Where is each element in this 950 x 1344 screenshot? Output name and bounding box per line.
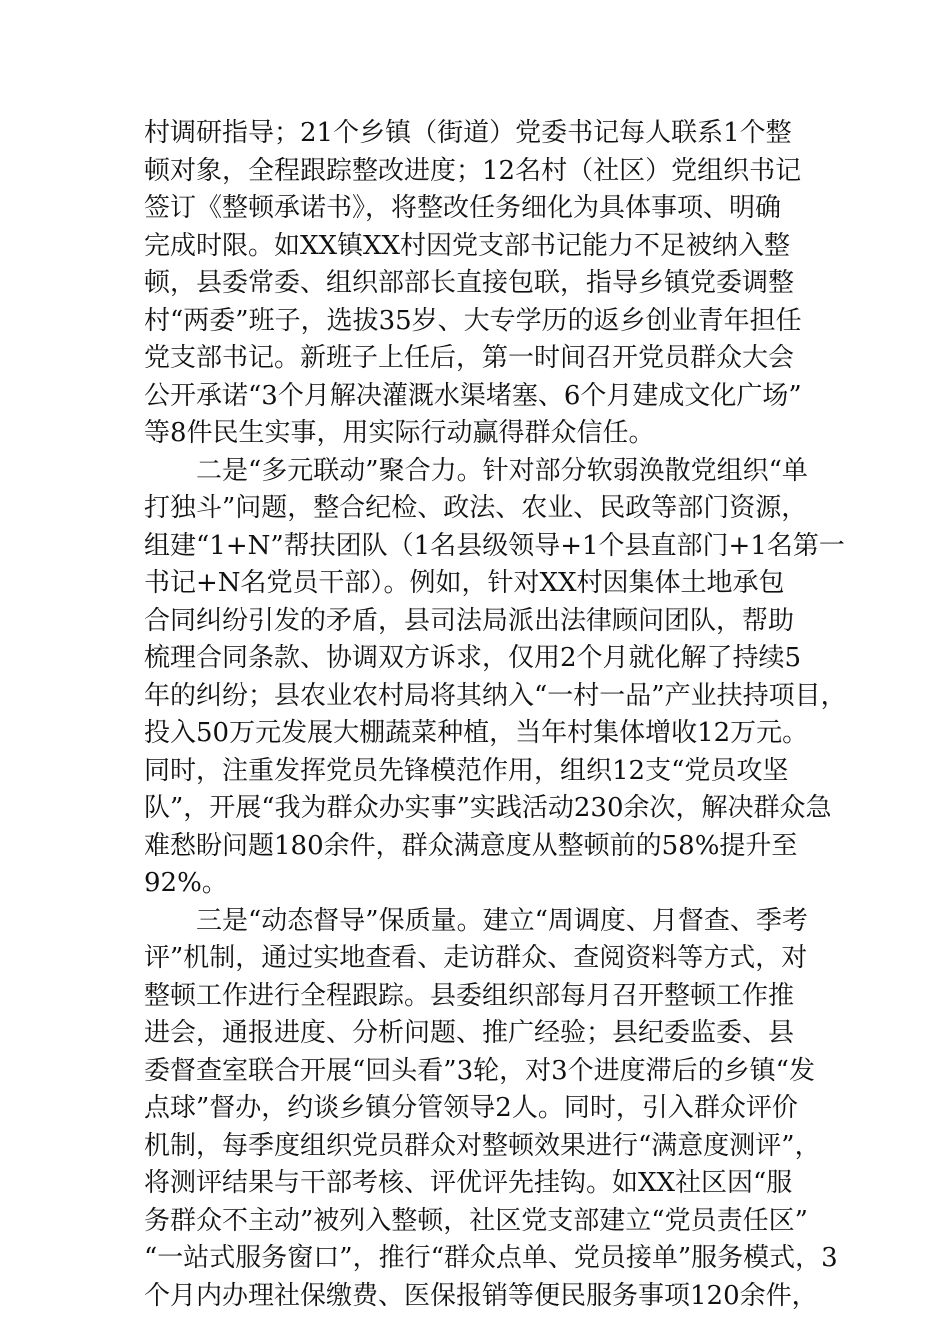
text-line: 签订《整顿承诺书》，将整改任务细化为具体事项、明确: [144, 193, 782, 223]
text-line: 整顿工作进行全程跟踪。县委组织部每月召开整顿工作推: [144, 980, 795, 1011]
text-line: 梳理合同条款、协调双方诉求，仅用2个月就化解了持续5: [144, 643, 802, 673]
text-line: 个月内办理社保缴费、医保报销等便民服务事项120余件，: [144, 1280, 818, 1311]
text-line: 点球”督办，约谈乡镇分管领导2人。同时，引入群众评价: [144, 1093, 798, 1123]
text-line: 务群众不主动”被列入整顿，社区党支部建立“党员责任区”: [144, 1205, 808, 1236]
text-line: 公开承诺“3个月解决灌溉水渠堵塞、6个月建成文化广场”: [144, 380, 802, 411]
document-body: [144, 115, 847, 1315]
text-line: 打独斗”问题，整合纪检、政法、农业、民政等部门资源，: [144, 493, 808, 523]
text-line: 村“两委”班子，选拔35岁、大专学历的返乡创业青年担任: [144, 305, 802, 336]
text-line: “一站式服务窗口”，推行“群众点单、党员接单”服务模式，3: [144, 1243, 838, 1273]
paragraph-start-line: 三是“动态督导”保质量。建立“周调度、月督查、季考: [196, 905, 808, 936]
text-line: 进会，通报进度、分析问题、推广经验；县纪委监委、县: [144, 1018, 795, 1048]
text-line: 组建“1+N”帮扶团队（1名县级领导+1个县直部门+1名第一: [144, 530, 845, 561]
paragraph-start-line: 二是“多元联动”聚合力。针对部分软弱涣散党组织“单: [196, 455, 808, 486]
text-line: 委督查室联合开展“回头看”3轮，对3个进度滞后的乡镇“发: [144, 1055, 815, 1086]
text-line: 等8件民生实事，用实际行动赢得群众信任。: [144, 418, 655, 448]
text-line: 村调研指导；21个乡镇（街道）党委书记每人联系1个整: [144, 118, 792, 148]
text-line: 92%。: [144, 868, 228, 898]
text-line: 顿对象，全程跟踪整改进度；12名村（社区）党组织书记: [144, 155, 802, 186]
text-line: 同时，注重发挥党员先锋模范作用，组织12支“党员攻坚: [144, 755, 789, 786]
text-line: 合同纠纷引发的矛盾，县司法局派出法律顾问团队，帮助: [144, 605, 795, 636]
text-line: 完成时限。如XX镇XX村因党支部书记能力不足被纳入整: [144, 230, 791, 261]
text-line: 书记+N名党员干部）。例如，针对XX村因集体土地承包: [144, 568, 785, 598]
text-line: 队”，开展“我为群众办实事”实践活动230余次，解决群众急: [144, 793, 832, 823]
text-line: 机制，每季度组织党员群众对整顿效果进行“满意度测评”，: [144, 1130, 821, 1161]
text-line: 年的纠纷；县农业农村局将其纳入“一村一品”产业扶持项目，: [144, 680, 847, 711]
text-line: 党支部书记。新班子上任后，第一时间召开党员群众大会: [144, 343, 795, 373]
text-line: 顿，县委常委、组织部部长直接包联，指导乡镇党委调整: [144, 268, 795, 298]
text-line: 难愁盼问题180余件，群众满意度从整顿前的58%提升至: [144, 830, 798, 861]
text-line: 将测评结果与干部考核、评优评先挂钩。如XX社区因“服: [144, 1168, 793, 1198]
text-line: 投入50万元发展大棚蔬菜种植，当年村集体增收12万元。: [144, 718, 809, 748]
text-line: 评”机制，通过实地查看、走访群众、查阅资料等方式，对: [144, 943, 808, 973]
